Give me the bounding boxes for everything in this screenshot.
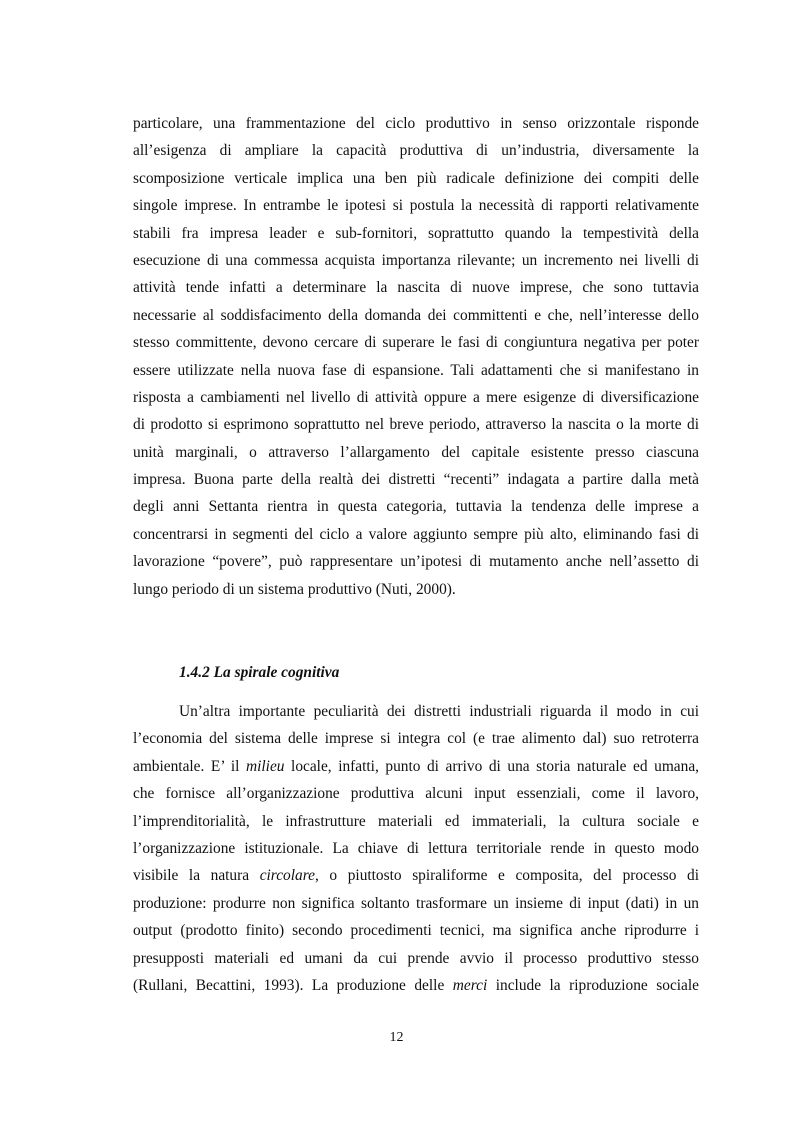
paragraph-1-line: esecuzione di una commessa acquista importanza rilevante; un incremento nei livelli di — [133, 251, 699, 269]
paragraph-1-line: degli anni Settanta rientra in questa categoria, tuttavia la tendenza delle imprese a — [133, 498, 699, 516]
text-run: include la riproduzione sociale — [487, 976, 699, 994]
paragraph-1-line: lungo periodo di un sistema produttivo (Nuti, 2000). — [133, 580, 456, 598]
paragraph-2 — [133, 698, 699, 999]
text-run: (Rullani, Becattini, 1993). La produzione delle — [133, 976, 453, 994]
paragraph-2-line: l’economia del sistema delle imprese si integra col (e trae alimento dal) suo retroterra — [133, 730, 699, 748]
paragraph-2-line — [133, 862, 699, 889]
paragraph-2-line: produzione: produrre non significa soltanto trasformare un insieme di input (dati) in un — [133, 894, 699, 912]
paragraph-2-line: l’organizzazione istituzionale. La chiave di lettura territoriale rende in questo modo — [133, 839, 699, 857]
paragraph-1-line: concentrarsi in segmenti del ciclo a valore aggiunto sempre più alto, eliminando fasi di — [133, 525, 699, 543]
paragraph-1-line: particolare, una frammentazione del ciclo produttivo in senso orizzontale risponde — [133, 115, 699, 132]
paragraph-1-line: risposta a cambiamenti nel livello di attività oppure a mere esigenze di diversificazione — [133, 388, 699, 406]
paragraph-1-line: impresa. Buona parte della realtà dei distretti “recenti” indagata a partire dalla metà — [133, 471, 699, 489]
page-number: 12 — [389, 1030, 404, 1045]
italic-term-milieu: milieu — [246, 757, 285, 775]
text-run: visibile la natura — [133, 867, 260, 885]
text-run: , o piuttosto spiraliforme e composita, del processo di — [314, 867, 699, 885]
paragraph-1-line: di prodotto si esprimono soprattutto nel breve periodo, attraverso la nascita o la morte di — [133, 416, 699, 434]
paragraph-1-line: attività tende infatti a determinare la nascita di nuove imprese, che sono tuttavia — [133, 279, 699, 297]
paragraph-1-line: essere utilizzate nella nuova fase di espansione. Tali adattamenti che si manifestano in — [133, 361, 699, 379]
paragraph-2-line: output (prodotto finito) secondo procedimenti tecnici, ma significa anche riprodurre i — [133, 922, 699, 940]
paragraph-1-line: scomposizione verticale implica una ben più radicale definizione dei compiti delle — [133, 169, 699, 187]
paragraph-1-line: lavorazione “povere”, può rappresentare un’ipotesi di mutamento anche nell’assetto di — [133, 553, 699, 571]
paragraph-2-line: presupposti materiali ed umani da cui prende avvio il processo produttivo stesso — [133, 949, 699, 967]
italic-term-merci: merci — [452, 976, 488, 994]
italic-term-circolare: circolare — [259, 867, 315, 885]
paragraph-2-line — [133, 753, 699, 780]
paragraph-2-line: che fornisce all’organizzazione produttiva alcuni input essenziali, come il lavoro, — [133, 785, 699, 803]
paragraph-2-line: Un’altra importante peculiarità dei distretti industriali riguarda il modo in cui — [179, 703, 699, 720]
paragraph-1-line: all’esigenza di ampliare la capacità produttiva di un’industria, diversamente la — [133, 142, 699, 160]
paragraph-1-line: necessarie al soddisfacimento della domanda dei committenti e che, nell’interesse dello — [133, 306, 699, 324]
section-heading: 1.4.2 La spirale cognitiva — [179, 664, 340, 681]
paragraph-2-line: l’imprenditorialità, le infrastrutture materiali ed immateriali, la cultura sociale e — [133, 812, 699, 830]
paragraph-2-line — [133, 972, 699, 999]
paragraph-1-line: unità marginali, o attraverso l’allargamento del capitale esistente presso ciascuna — [133, 443, 699, 461]
paragraph-1-line: stesso committente, devono cercare di superare le fasi di congiuntura negativa per poter — [133, 334, 699, 352]
text-run: ambientale. E’ il — [133, 757, 246, 775]
text-run: locale, infatti, punto di arrivo di una storia naturale ed umana, — [284, 757, 700, 775]
paragraph-1-line: singole imprese. In entrambe le ipotesi si postula la necessità di rapporti relativamente — [133, 197, 699, 215]
paragraph-1-line: stabili fra impresa leader e sub-fornitori, soprattutto quando la tempestività della — [133, 224, 699, 242]
paragraph-1 — [133, 110, 699, 603]
